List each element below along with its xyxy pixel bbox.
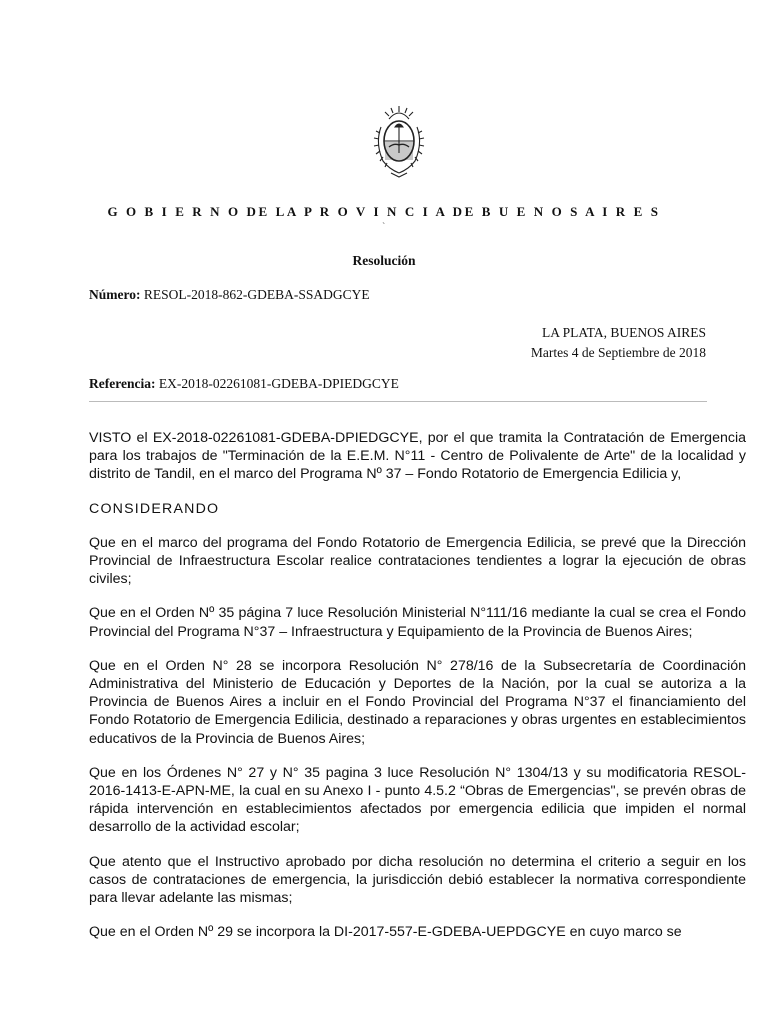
numero-value: RESOL-2018-862-GDEBA-SSADGCYE — [143, 287, 370, 302]
date: Martes 4 de Septiembre de 2018 — [530, 345, 706, 360]
paragraph: Que en el Orden Nº 35 página 7 luce Resolución Ministerial N°111/16 mediante la cual se crea el Fondo Provincial del Programa N°37 – Infraestructura y Equipamiento de la Provincia de Buenos Aires; — [89, 605, 746, 640]
visto-paragraph: VISTO el EX-2018-02261081-GDEBA-DPIEDGCYE, por el que tramita la Contratación de Emergencia para los trabajos de "Terminación de la E.E.M. N°11 - Centro de Polivalente de Arte" de la localidad y distrito de Tandil, en el marco del Programa Nº 37 – Fondo Rotatorio de Emergencia Edilicia y, — [89, 430, 746, 483]
paragraph: Que en el marco del programa del Fondo Rotatorio de Emergencia Edilicia, se prevé que la Dirección Provincial de Infraestructura Escolar realice contrataciones tendientes a lograr la ejecución de obras civiles; — [89, 534, 746, 588]
tick-mark: ` — [382, 222, 386, 233]
paragraph: Que en el Orden Nº 29 se incorpora la DI-2017-557-E-GDEBA-UEPDGCYE en cuyo marco se — [89, 924, 682, 941]
coat-of-arms-icon — [371, 103, 427, 181]
government-title: G O B I E R N O DE LA P R O V I N C I A DE B U E N O S A I R E S — [107, 204, 661, 219]
paragraph: Que en el Orden N° 28 se incorpora Resolución N° 278/16 de la Subsecretaría de Coordinación Administrativa del Ministerio de Educación y Deportes de la Nación, por la cual se autoriza a la Provincia de Buenos Aires a incluir en el Fondo Provincial del Programa N°37 el financiamiento del Fondo Rotatorio de Emergencia Edilicia, destinado a reparaciones y obras urgentes en establecimientos educativos de la Provincia de Buenos Aires; — [89, 657, 746, 747]
divider — [89, 401, 707, 402]
place-date — [531, 323, 706, 363]
numero-label: Número: — [89, 287, 141, 302]
considerando-heading: CONSIDERANDO — [89, 500, 220, 517]
document-body — [89, 429, 746, 957]
referencia-value: EX-2018-02261081-GDEBA-DPIEDGCYE — [158, 376, 399, 391]
referencia-label: Referencia: — [89, 376, 156, 391]
paragraph: Que atento que el Instructivo aprobado por dicha resolución no determina el criterio a seguir en los casos de contrataciones de emergencia, la jurisdicción debió establecer la normativa correspondiente para llevar adelante las mismas; — [89, 853, 746, 907]
paragraph: Que en los Órdenes N° 27 y N° 35 pagina 3 luce Resolución N° 1304/13 y su modificatoria RESOL-2016-1413-E-APN-ME, la cual en su Anexo I - punto 4.5.2 “Obras de Emergencias", se prevén obras de rápida intervención en establecimientos afectados por emergencia edilicia que impiden el normal desarrollo de la actividad escolar; — [89, 764, 746, 836]
document-type: Resolución — [352, 253, 416, 268]
referencia-line — [89, 376, 399, 392]
place: LA PLATA, BUENOS AIRES — [542, 325, 706, 340]
numero-line — [89, 287, 370, 303]
